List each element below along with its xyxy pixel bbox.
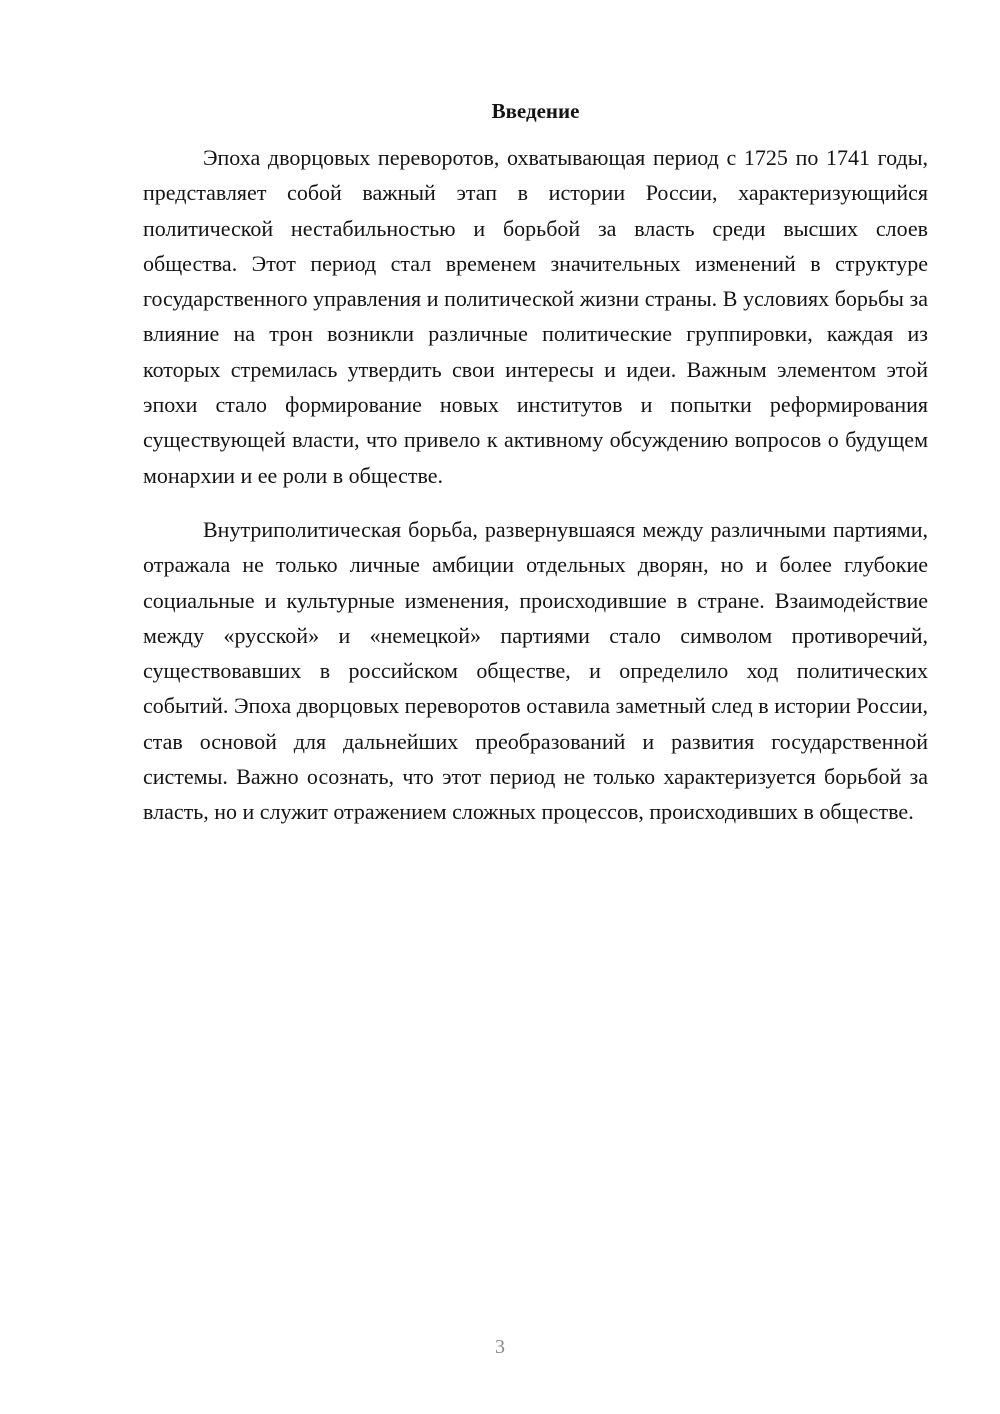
section-heading: Введение [491,99,580,123]
page-number: 3 [495,1336,505,1358]
paragraph-2: Внутриполитическая борьба, развернувшаяся между различными партиями, отражала не только личные амбиции отдельных дворян, но и более глубокие социальные и культурные изменения, происходившие в стране. Взаимодействие между «русской» и «немецкой» партиями стало символом противоречий, существовавших в российском обществе, и определило ход политических событий. Эпоха дворцовых переворотов оставила заметный след в истории России, став основой для дальнейших преобразований и развития государственной системы. Важно осознать, что этот период не только характеризуется борьбой за власть, но и служит отражением сложных процессов, происходивших в обществе. [143,516,928,825]
body-text [143,140,928,830]
paragraph-1: Эпоха дворцовых переворотов, охватывающая период с 1725 по 1741 годы, представляет собой важный этап в истории России, характеризующийся политической нестабильностью и борьбой за власть среди высших слоев общества. Этот период стал временем значительных изменений в структуре государственного управления и политической жизни страны. В условиях борьбы за влияние на трон возникли различные политические группировки, каждая из которых стремилась утвердить свои интересы и идеи. Важным элементом этой эпохи стало формирование новых институтов и попытки реформирования существующей власти, что привело к активному обсуждению вопросов о будущем монархии и ее роли в обществе. [143,145,928,488]
